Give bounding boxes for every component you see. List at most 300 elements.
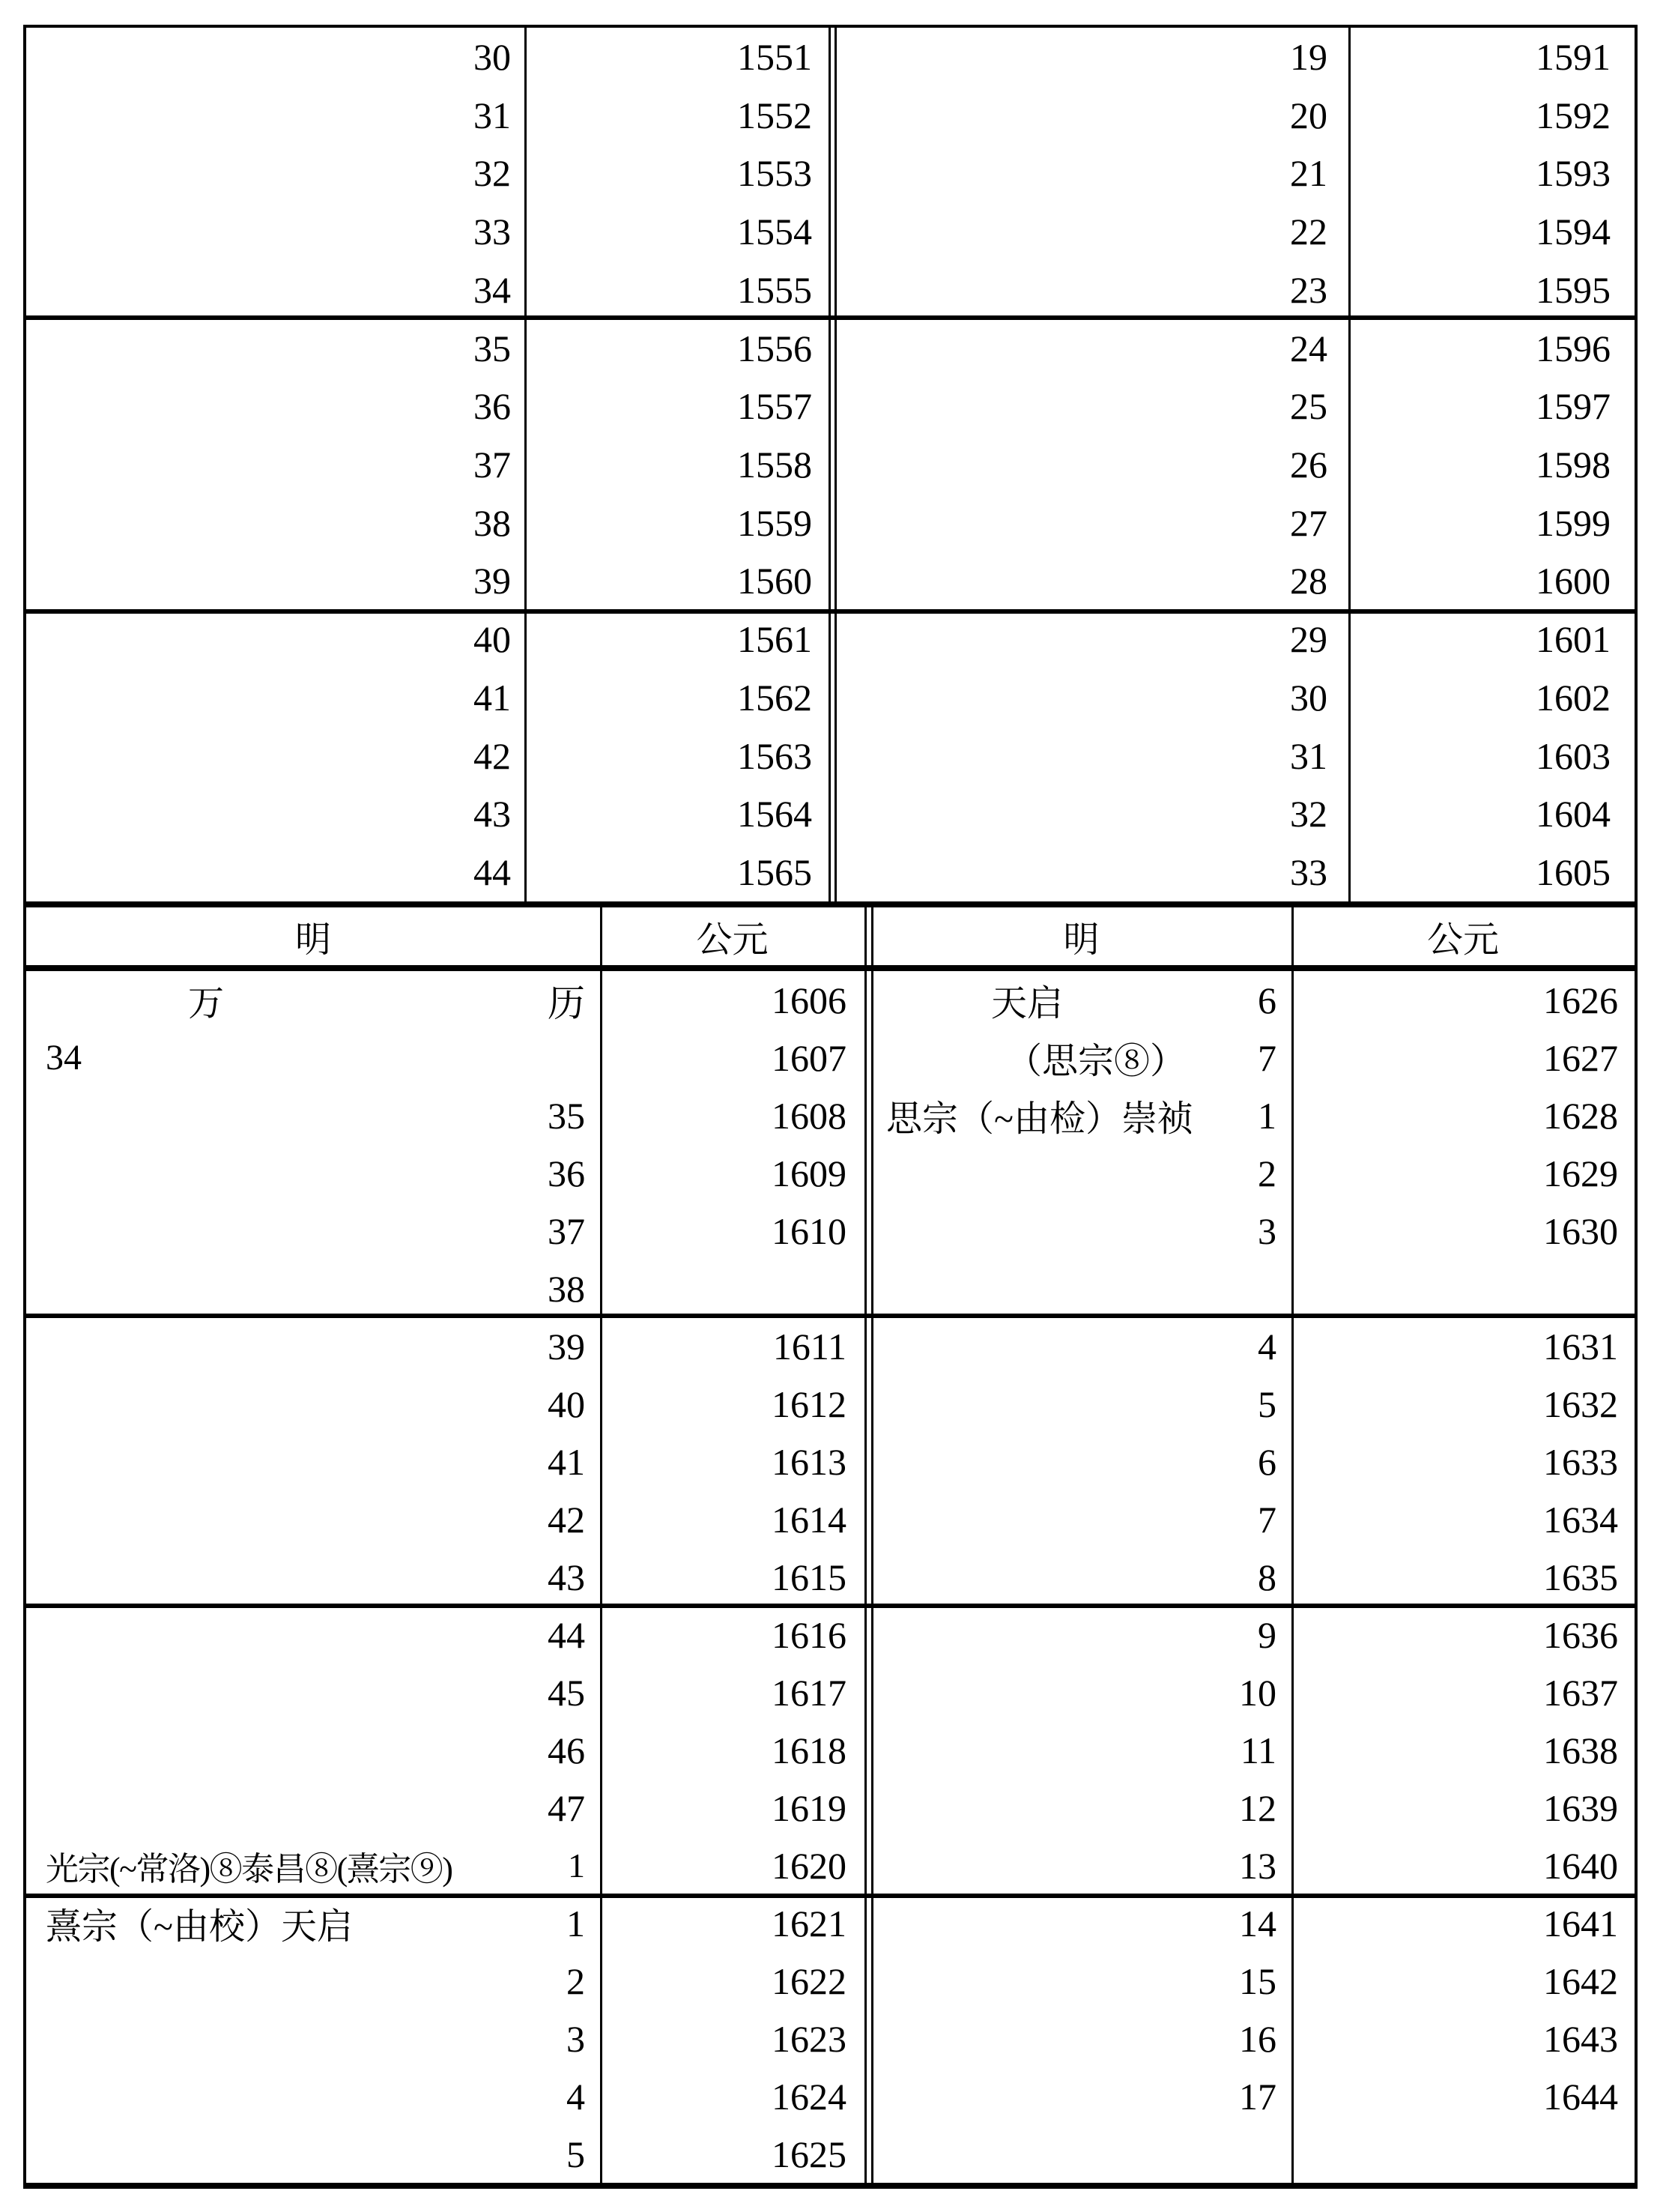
table-row — [835, 552, 1635, 611]
top-left-era-table — [26, 28, 829, 901]
table-row — [871, 2125, 1635, 2183]
header-top-rule — [23, 901, 1638, 907]
top-right-era-table — [835, 28, 1635, 901]
era-name-cell — [835, 268, 1348, 312]
table-row — [871, 1317, 1635, 1375]
era-name-cell — [871, 1613, 1291, 1657]
table-row — [871, 1952, 1635, 2010]
era-year-number: 5 — [1258, 1382, 1276, 1425]
table-row — [26, 261, 829, 319]
gregorian-year-cell: 1600 — [1536, 560, 1611, 602]
top-center-double-rule-a — [829, 28, 831, 901]
era-year-number: 33 — [473, 211, 511, 253]
table-row — [26, 1548, 864, 1606]
era-name-cell — [871, 1325, 1291, 1368]
table-row — [26, 202, 829, 261]
table-row — [26, 610, 829, 668]
table-row — [26, 2010, 864, 2067]
era-year-number: 42 — [473, 734, 511, 777]
gregorian-year-cell: 1598 — [1536, 443, 1611, 486]
gregorian-year-cell: 1618 — [772, 1729, 846, 1771]
era-year-number: 1 — [566, 1902, 585, 1944]
table-row — [26, 843, 829, 901]
era-year-number: 20 — [1290, 94, 1327, 136]
era-name-cell — [871, 1152, 1291, 1195]
era-name-cell — [871, 1844, 1291, 1888]
era-year-number: 15 — [1239, 1959, 1276, 2002]
era-name-cell — [26, 1267, 600, 1311]
gregorian-year-cell: 1593 — [1536, 152, 1611, 195]
gregorian-year-cell: 1562 — [737, 676, 812, 719]
era-name-cell — [26, 94, 524, 137]
bottom-right-era-table — [871, 971, 1635, 2183]
table-row — [26, 1894, 864, 1952]
gregorian-year-cell: 1615 — [772, 1556, 846, 1598]
gregorian-year-cell: 1591 — [1536, 35, 1611, 78]
era-label: 天启 — [991, 984, 1064, 1024]
gregorian-year-cell: 1639 — [1543, 1786, 1618, 1829]
gregorian-year-cell: 1565 — [737, 851, 812, 894]
era-label: 34 — [46, 1038, 82, 1078]
table-bottom-border — [23, 2183, 1638, 2189]
era-name-cell — [871, 1556, 1291, 1599]
era-year-number: 11 — [1240, 1729, 1276, 1771]
era-name-cell — [26, 734, 524, 778]
era-name-cell — [26, 501, 524, 545]
era-year-number: 1 — [1258, 1094, 1276, 1137]
era-name-cell — [26, 1440, 600, 1484]
era-year-number: 历 — [548, 982, 585, 1024]
era-label: 光宗(~常洛)⑧泰昌⑧(熹宗⑨) — [46, 1850, 452, 1888]
table-row — [26, 2125, 864, 2183]
table-row — [26, 1779, 864, 1837]
era-year-number: 7 — [1258, 1036, 1276, 1079]
era-year-number: 3 — [1258, 1209, 1276, 1252]
table-right-border — [1635, 25, 1638, 2189]
era-year-number: 42 — [548, 1498, 585, 1541]
gregorian-year-cell: 1616 — [772, 1613, 846, 1656]
era-year-number: 45 — [548, 1671, 585, 1714]
era-year-number: 4 — [1258, 1325, 1276, 1368]
table-row — [835, 785, 1635, 844]
table-row — [871, 1837, 1635, 1894]
era-year-number: 30 — [1290, 676, 1327, 719]
era-year-number: 2 — [1258, 1152, 1276, 1194]
era-name-cell — [26, 1959, 600, 2003]
gregorian-year-cell: 1608 — [772, 1094, 846, 1137]
gregorian-year-cell: 1623 — [772, 2017, 846, 2060]
gregorian-year-cell: 1602 — [1536, 676, 1611, 719]
gregorian-year-cell: 1561 — [737, 618, 812, 661]
era-name-cell — [26, 1897, 600, 1949]
era-year-number: 40 — [548, 1382, 585, 1425]
bottom-right-column-divider — [1291, 901, 1294, 2183]
table-row — [871, 1029, 1635, 1087]
table-row — [835, 668, 1635, 727]
era-label: 熹宗（~由校）天启 — [46, 1907, 353, 1947]
era-name-cell — [871, 1729, 1291, 1772]
gregorian-year-cell: 1644 — [1543, 2075, 1618, 2118]
era-year-number: 7 — [1258, 1498, 1276, 1541]
era-year-number: 13 — [1239, 1844, 1276, 1887]
gregorian-year-cell: 1642 — [1543, 1959, 1618, 2002]
table-row — [26, 727, 829, 785]
era-year-number: 32 — [473, 152, 511, 195]
era-name-cell — [835, 327, 1348, 370]
gregorian-year-cell: 1559 — [737, 501, 812, 544]
era-name-cell — [26, 1842, 600, 1890]
gregorian-year-cell: 1601 — [1536, 618, 1611, 661]
era-name-cell — [871, 2017, 1291, 2061]
era-name-cell — [26, 1786, 600, 1830]
table-row — [871, 1202, 1635, 1260]
era-name-cell — [26, 676, 524, 719]
table-row — [26, 2067, 864, 2125]
era-name-cell — [835, 151, 1348, 195]
gregorian-year-cell: 1631 — [1543, 1325, 1618, 1368]
gregorian-year-cell: 1611 — [772, 1325, 846, 1368]
era-year-number: 2 — [566, 1959, 585, 2002]
header-bottom-rule — [23, 965, 1638, 971]
table-row — [26, 1144, 864, 1202]
era-name-cell — [26, 792, 524, 835]
gregorian-year-cell: 1641 — [1543, 1902, 1618, 1944]
era-name-cell — [835, 734, 1348, 778]
era-year-number: 28 — [1290, 560, 1327, 602]
era-name-cell — [871, 1090, 1291, 1141]
table-row — [26, 1317, 864, 1375]
gregorian-year-cell: 1560 — [737, 560, 812, 602]
era-name-cell — [26, 1037, 600, 1078]
table-row — [26, 1433, 864, 1490]
gregorian-year-cell: 1557 — [737, 385, 812, 428]
era-year-number: 29 — [1290, 618, 1327, 661]
era-name-cell — [26, 1613, 600, 1657]
table-row — [26, 785, 829, 844]
table-row — [26, 1375, 864, 1433]
gregorian-year-cell: 1552 — [737, 94, 812, 136]
era-name-cell — [26, 2133, 600, 2176]
table-row — [835, 144, 1635, 202]
gregorian-year-cell: 1629 — [1543, 1152, 1618, 1194]
top-center-double-rule-b — [835, 28, 837, 901]
gregorian-year-cell: 1613 — [772, 1440, 846, 1483]
gregorian-year-cell: 1610 — [772, 1209, 846, 1252]
gregorian-year-cell: 1633 — [1543, 1440, 1618, 1483]
table-row — [835, 435, 1635, 494]
era-name-cell — [871, 1440, 1291, 1484]
gregorian-year-cell: 1625 — [772, 2133, 846, 2175]
era-year-number: 43 — [473, 793, 511, 835]
era-year-number: 30 — [473, 35, 511, 78]
table-left-border — [23, 25, 26, 2189]
era-name-cell — [26, 35, 524, 79]
column-header-dynasty-right: 明 — [1063, 920, 1100, 960]
gregorian-year-cell: 1636 — [1543, 1613, 1618, 1656]
era-name-cell — [835, 35, 1348, 79]
era-year-number: 9 — [1258, 1613, 1276, 1656]
era-year-number: 12 — [1239, 1786, 1276, 1829]
era-year-number: 3 — [566, 2017, 585, 2060]
table-row — [26, 1606, 864, 1663]
gregorian-year-cell: 1638 — [1543, 1729, 1618, 1771]
era-name-cell — [871, 1959, 1291, 2003]
era-year-number: 10 — [1239, 1671, 1276, 1714]
era-year-number: 6 — [1258, 979, 1276, 1021]
gregorian-year-cell: 1630 — [1543, 1209, 1618, 1252]
era-year-number: 38 — [473, 501, 511, 544]
gregorian-year-cell: 1634 — [1543, 1498, 1618, 1541]
era-year-number: 41 — [473, 676, 511, 719]
era-name-cell — [26, 1325, 600, 1368]
era-name-cell — [26, 327, 524, 370]
era-name-cell — [835, 559, 1348, 602]
table-row — [26, 1087, 864, 1144]
era-name-cell — [26, 2075, 600, 2118]
table-row — [871, 1894, 1635, 1952]
era-name-cell — [835, 850, 1348, 894]
era-name-cell — [835, 443, 1348, 486]
table-row — [26, 1490, 864, 1548]
table-row — [871, 2010, 1635, 2067]
gregorian-year-cell: 1597 — [1536, 385, 1611, 428]
era-year-number: 31 — [1290, 734, 1327, 777]
era-name-cell — [871, 2075, 1291, 2118]
era-name-cell — [835, 501, 1348, 545]
era-year-number: 34 — [473, 268, 511, 311]
era-year-number: 6 — [1258, 1440, 1276, 1483]
table-row — [26, 1952, 864, 2010]
table-row — [835, 494, 1635, 552]
era-year-number: 8 — [1258, 1556, 1276, 1598]
table-row — [871, 1663, 1635, 1721]
era-year-number: 31 — [473, 94, 511, 136]
gregorian-year-cell: 1627 — [1543, 1036, 1618, 1079]
era-name-cell — [871, 1209, 1291, 1253]
era-name-cell — [26, 1556, 600, 1599]
era-name-cell — [26, 151, 524, 195]
table-row — [26, 494, 829, 552]
era-year-number: 44 — [548, 1613, 585, 1656]
group-separator — [23, 1894, 1638, 1898]
era-year-number: 39 — [548, 1325, 585, 1368]
era-year-number: 33 — [1290, 851, 1327, 894]
table-row — [26, 86, 829, 145]
era-year-number: 36 — [473, 385, 511, 428]
era-year-number: 41 — [548, 1440, 585, 1483]
table-row — [871, 1087, 1635, 1144]
era-year-number: 37 — [548, 1209, 585, 1252]
era-name-cell — [26, 1094, 600, 1137]
bottom-center-double-rule-a — [864, 901, 867, 2183]
table-row — [26, 319, 829, 378]
era-year-number: 39 — [473, 560, 511, 602]
era-name-cell — [871, 974, 1291, 1026]
gregorian-year-cell: 1564 — [737, 793, 812, 835]
table-row — [871, 1260, 1635, 1317]
table-row — [26, 552, 829, 611]
table-row — [26, 144, 829, 202]
gregorian-year-cell: 1621 — [772, 1902, 846, 1944]
table-row — [835, 377, 1635, 435]
gregorian-year-cell: 1637 — [1543, 1671, 1618, 1714]
table-row — [26, 28, 829, 86]
era-year-number: 36 — [548, 1152, 585, 1194]
gregorian-year-cell: 1643 — [1543, 2017, 1618, 2060]
era-year-number: 19 — [1290, 35, 1327, 78]
table-row — [871, 1490, 1635, 1548]
table-row — [871, 1144, 1635, 1202]
table-row — [26, 668, 829, 727]
table-row — [26, 971, 864, 1029]
table-row — [871, 1721, 1635, 1779]
gregorian-year-cell: 1628 — [1543, 1094, 1618, 1137]
era-name-cell — [26, 443, 524, 486]
era-year-number: 14 — [1239, 1902, 1276, 1944]
gregorian-year-cell: 1551 — [737, 35, 812, 78]
era-name-cell — [835, 210, 1348, 253]
era-name-cell — [871, 1382, 1291, 1426]
era-label: 万 — [188, 984, 225, 1024]
table-row — [835, 727, 1635, 785]
gregorian-year-cell: 1563 — [737, 734, 812, 777]
gregorian-year-cell: 1617 — [772, 1671, 846, 1714]
gregorian-year-cell: 1553 — [737, 152, 812, 195]
era-year-number: 44 — [473, 851, 511, 894]
era-name-cell — [871, 1498, 1291, 1541]
column-header-gregorian-left: 公元 — [696, 920, 769, 960]
gregorian-year-cell: 1606 — [772, 979, 846, 1021]
era-name-cell — [26, 617, 524, 661]
table-row — [26, 1663, 864, 1721]
gregorian-year-cell: 1554 — [737, 211, 812, 253]
gregorian-year-cell: 1620 — [772, 1844, 846, 1887]
gregorian-year-cell: 1594 — [1536, 211, 1611, 253]
era-name-cell — [26, 1382, 600, 1426]
era-name-cell — [26, 210, 524, 253]
era-name-cell — [26, 973, 600, 1027]
gregorian-year-cell: 1624 — [772, 2075, 846, 2118]
gregorian-year-cell: 1632 — [1543, 1382, 1618, 1425]
gregorian-year-cell: 1635 — [1543, 1556, 1618, 1598]
era-name-cell — [871, 1902, 1291, 1945]
era-name-cell — [26, 559, 524, 602]
gregorian-year-cell: 1596 — [1536, 327, 1611, 369]
gregorian-year-cell: 1640 — [1543, 1844, 1618, 1887]
gregorian-year-cell: 1595 — [1536, 268, 1611, 311]
era-year-number: 25 — [1290, 385, 1327, 428]
table-row — [835, 86, 1635, 145]
table-row — [835, 843, 1635, 901]
bottom-left-era-table — [26, 971, 864, 2183]
table-row — [835, 28, 1635, 86]
era-year-number: 17 — [1239, 2075, 1276, 2118]
era-year-number: 4 — [566, 2075, 585, 2118]
era-year-number: 40 — [473, 618, 511, 661]
gregorian-year-cell: 1555 — [737, 268, 812, 311]
gregorian-year-cell: 1622 — [772, 1959, 846, 2002]
gregorian-year-cell: 1612 — [772, 1382, 846, 1425]
era-year-number: 47 — [548, 1786, 585, 1829]
gregorian-year-cell: 1592 — [1536, 94, 1611, 136]
table-row — [835, 202, 1635, 261]
era-year-number: 22 — [1290, 211, 1327, 253]
era-year-number: 37 — [473, 443, 511, 486]
era-year-number: 32 — [1290, 793, 1327, 835]
era-name-cell — [835, 384, 1348, 428]
era-year-number: 26 — [1290, 443, 1327, 486]
era-name-cell — [26, 850, 524, 894]
era-name-cell — [26, 1498, 600, 1541]
group-separator — [23, 1604, 1638, 1608]
era-name-cell — [835, 676, 1348, 719]
gregorian-year-cell: 1599 — [1536, 501, 1611, 544]
era-year-number: 24 — [1290, 327, 1327, 369]
table-row — [871, 1606, 1635, 1663]
era-name-cell — [871, 1032, 1291, 1084]
era-year-number: 35 — [473, 327, 511, 369]
column-header-gregorian-right: 公元 — [1426, 920, 1499, 960]
table-row — [871, 2067, 1635, 2125]
bottom-center-double-rule-b — [871, 901, 873, 2183]
gregorian-year-cell: 1619 — [772, 1786, 846, 1829]
gregorian-year-cell: 1603 — [1536, 734, 1611, 777]
era-name-cell — [26, 1671, 600, 1714]
era-year-number: 16 — [1239, 2017, 1276, 2060]
gregorian-year-cell: 1604 — [1536, 793, 1611, 835]
top-right-column-divider — [1348, 28, 1351, 901]
table-row — [835, 319, 1635, 378]
table-row — [871, 1548, 1635, 1606]
era-year-number: 1 — [568, 1846, 585, 1885]
table-row — [26, 1029, 864, 1087]
table-row — [26, 1202, 864, 1260]
table-row — [871, 1375, 1635, 1433]
era-year-number: 5 — [566, 2133, 585, 2175]
gregorian-year-cell: 1607 — [772, 1036, 846, 1079]
table-row — [871, 1779, 1635, 1837]
era-year-number: 46 — [548, 1729, 585, 1771]
era-year-number: 38 — [548, 1267, 585, 1310]
group-separator — [23, 1314, 1638, 1318]
table-row — [835, 261, 1635, 319]
table-row — [26, 1721, 864, 1779]
era-year-number: 27 — [1290, 501, 1327, 544]
era-name-cell — [26, 2017, 600, 2061]
bottom-left-column-divider — [600, 901, 602, 2183]
era-year-number: 35 — [548, 1094, 585, 1137]
gregorian-year-cell: 1609 — [772, 1152, 846, 1194]
era-label: （思宗⑧） — [1006, 1042, 1187, 1081]
era-name-cell — [871, 1671, 1291, 1714]
table-row — [26, 1260, 864, 1317]
era-label: 思宗（~由检）崇祯 — [886, 1099, 1193, 1139]
table-row — [26, 435, 829, 494]
era-name-cell — [835, 94, 1348, 137]
gregorian-year-cell: 1556 — [737, 327, 812, 369]
table-row — [26, 1837, 864, 1894]
era-year-number: 23 — [1290, 268, 1327, 311]
era-name-cell — [835, 617, 1348, 661]
era-name-cell — [26, 384, 524, 428]
era-name-cell — [26, 1209, 600, 1253]
era-name-cell — [26, 1729, 600, 1772]
era-year-number: 21 — [1290, 152, 1327, 195]
table-row — [26, 377, 829, 435]
table-row — [871, 1433, 1635, 1490]
gregorian-year-cell: 1558 — [737, 443, 812, 486]
gregorian-year-cell: 1605 — [1536, 851, 1611, 894]
